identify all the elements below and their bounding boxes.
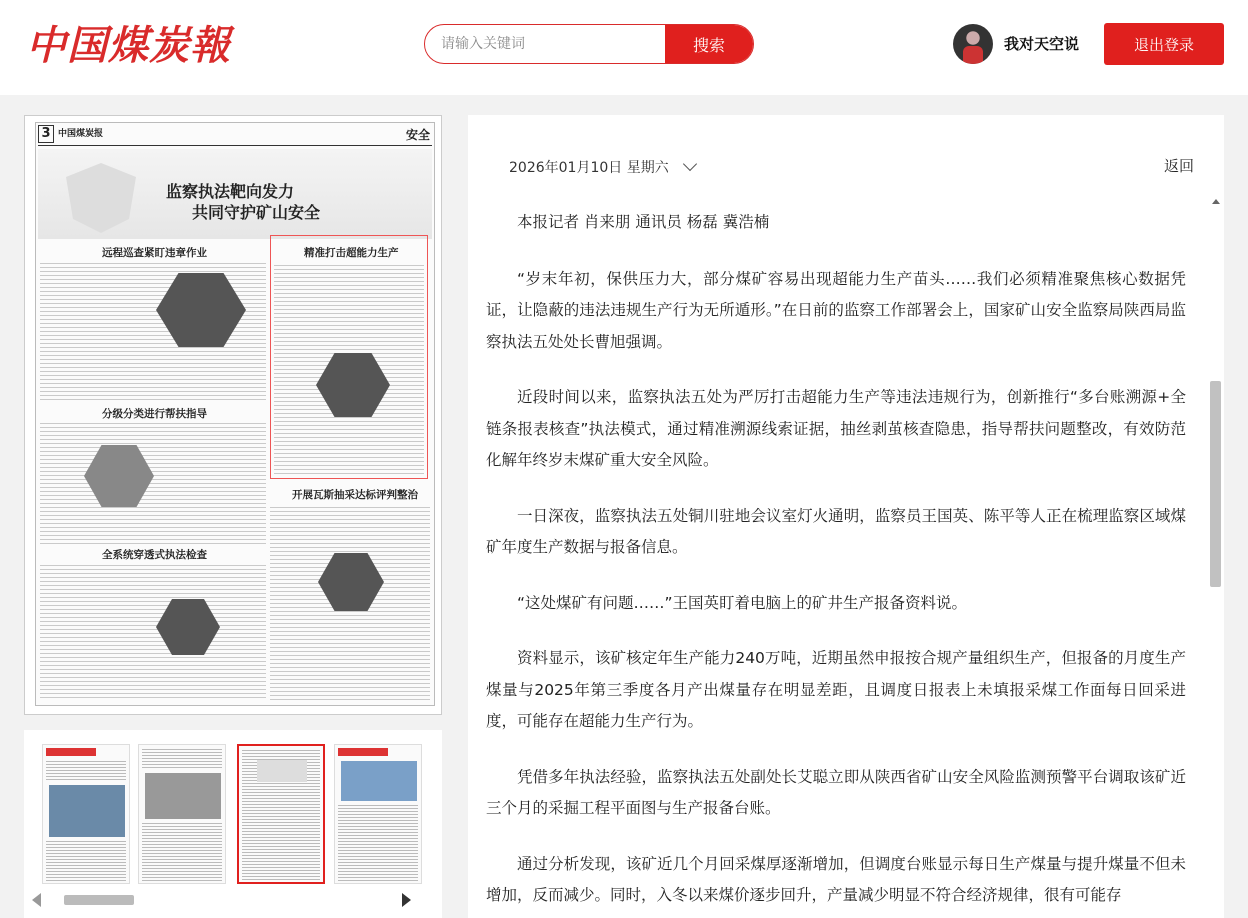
page-thumbnail-strip: [24, 730, 442, 918]
page-thumbnail[interactable]: [42, 744, 130, 884]
article-scrollbar[interactable]: [1208, 195, 1224, 918]
article-title-1[interactable]: 远程巡查紧盯违章作业: [102, 247, 207, 259]
page-thumbnail[interactable]: [138, 744, 226, 884]
article-title-2[interactable]: 精准打击超能力生产: [304, 247, 399, 259]
scroll-right-icon[interactable]: [402, 893, 411, 907]
article-paragraph: 资料显示，该矿核定年生产能力240万吨，近期虽然申报按合规产量组织生产，但报备的月度生产煤量与2025年第三季度各月产出煤量存在明显差距，且调度日报表上未填报采煤工作面每日回采进度，可能存在超能力生产行为。: [486, 649, 1186, 730]
username[interactable]: 我对天空说: [1004, 35, 1080, 53]
article-byline: 本报记者 肖来朋 通讯员 杨磊 冀浩楠: [517, 213, 770, 231]
article-body: [486, 207, 1186, 918]
scroll-up-icon[interactable]: [1212, 199, 1220, 204]
article-title-5[interactable]: 全系统穿透式执法检查: [102, 549, 207, 561]
article-paragraph: 一日深夜，监察执法五处铜川驻地会议室灯火通明，监察员王国英、陈平等人正在梳理监察区域煤矿年度生产数据与报备信息。: [486, 506, 1186, 556]
search-bar: [424, 24, 754, 64]
newspaper-page-preview[interactable]: [24, 115, 442, 715]
scroll-left-icon[interactable]: [32, 893, 41, 907]
search-button[interactable]: 搜索: [665, 25, 753, 63]
site-logo[interactable]: 中国煤炭報: [26, 22, 231, 69]
page-headline: [166, 181, 320, 223]
back-link[interactable]: 返回: [1163, 157, 1194, 175]
logout-button[interactable]: 退出登录: [1104, 23, 1224, 65]
article-paragraph: 凭借多年执法经验，监察执法五处副处长艾聪立即从陕西省矿山安全风险监测预警平台调取该矿近三个月的采掘工程平面图与生产报备台账。: [486, 767, 1186, 817]
text-column: [40, 423, 266, 545]
text-column: [40, 263, 266, 403]
page-section: 安全: [405, 128, 430, 142]
article-paragraph: “岁末年初，保供压力大，部分煤矿容易出现超能力生产苗头……我们必须精准聚焦核心数据凭证，让隐蔽的违法违规生产行为无所遁形。”在日前的监察工作部署会上，国家矿山安全监察局陕西局监察执法五处处长曹旭强调。: [486, 269, 1186, 351]
page-thumbnail[interactable]: [334, 744, 422, 884]
page-brand: 中国煤炭报: [58, 129, 104, 139]
headline-line-2: 共同守护矿山安全: [192, 203, 321, 222]
chevron-down-icon[interactable]: [683, 157, 697, 171]
article-panel: [468, 115, 1224, 918]
text-column: [40, 565, 266, 701]
page-thumbnail-current[interactable]: [237, 744, 325, 884]
thumbnail-scrollbar[interactable]: [24, 893, 384, 907]
article-paragraph: “这处煤矿有问题……”王国英盯着电脑上的矿井生产报备资料说。: [517, 593, 968, 612]
search-input[interactable]: [425, 25, 667, 63]
scrollbar-thumb[interactable]: [64, 895, 134, 905]
avatar[interactable]: [953, 24, 993, 64]
newspaper-page[interactable]: [35, 122, 435, 706]
scrollbar-thumb[interactable]: [1210, 381, 1221, 587]
article-title-3[interactable]: 分级分类进行帮扶指导: [102, 408, 207, 420]
issue-date: 2026年01月10日 星期六: [509, 160, 669, 176]
article-title-4[interactable]: 开展瓦斯抽采达标评判整治: [292, 489, 418, 501]
top-header: [0, 0, 1248, 95]
article-paragraph: 近段时间以来，监察执法五处为严厉打击超能力生产等违法违规行为，创新推行“多台账溯源+全链条报表核查”执法模式，通过精准溯源线索证据，抽丝剥茧核查隐患，指导帮扶问题整改，有效防范化解年终岁末煤矿重大安全风险。: [486, 388, 1186, 469]
divider: [38, 145, 432, 146]
date-selector[interactable]: [509, 157, 695, 177]
page-number: 3: [38, 125, 54, 143]
headline-line-1: 监察执法靶向发力: [166, 182, 295, 201]
article-paragraph: 通过分析发现，该矿近几个月回采煤厚逐渐增加，但调度台账显示每日生产煤量与提升煤量不但未增加，反而减少。同时，入冬以来煤价逐步回升，产量减少明显不符合经济规律，很有可能存: [486, 854, 1186, 904]
